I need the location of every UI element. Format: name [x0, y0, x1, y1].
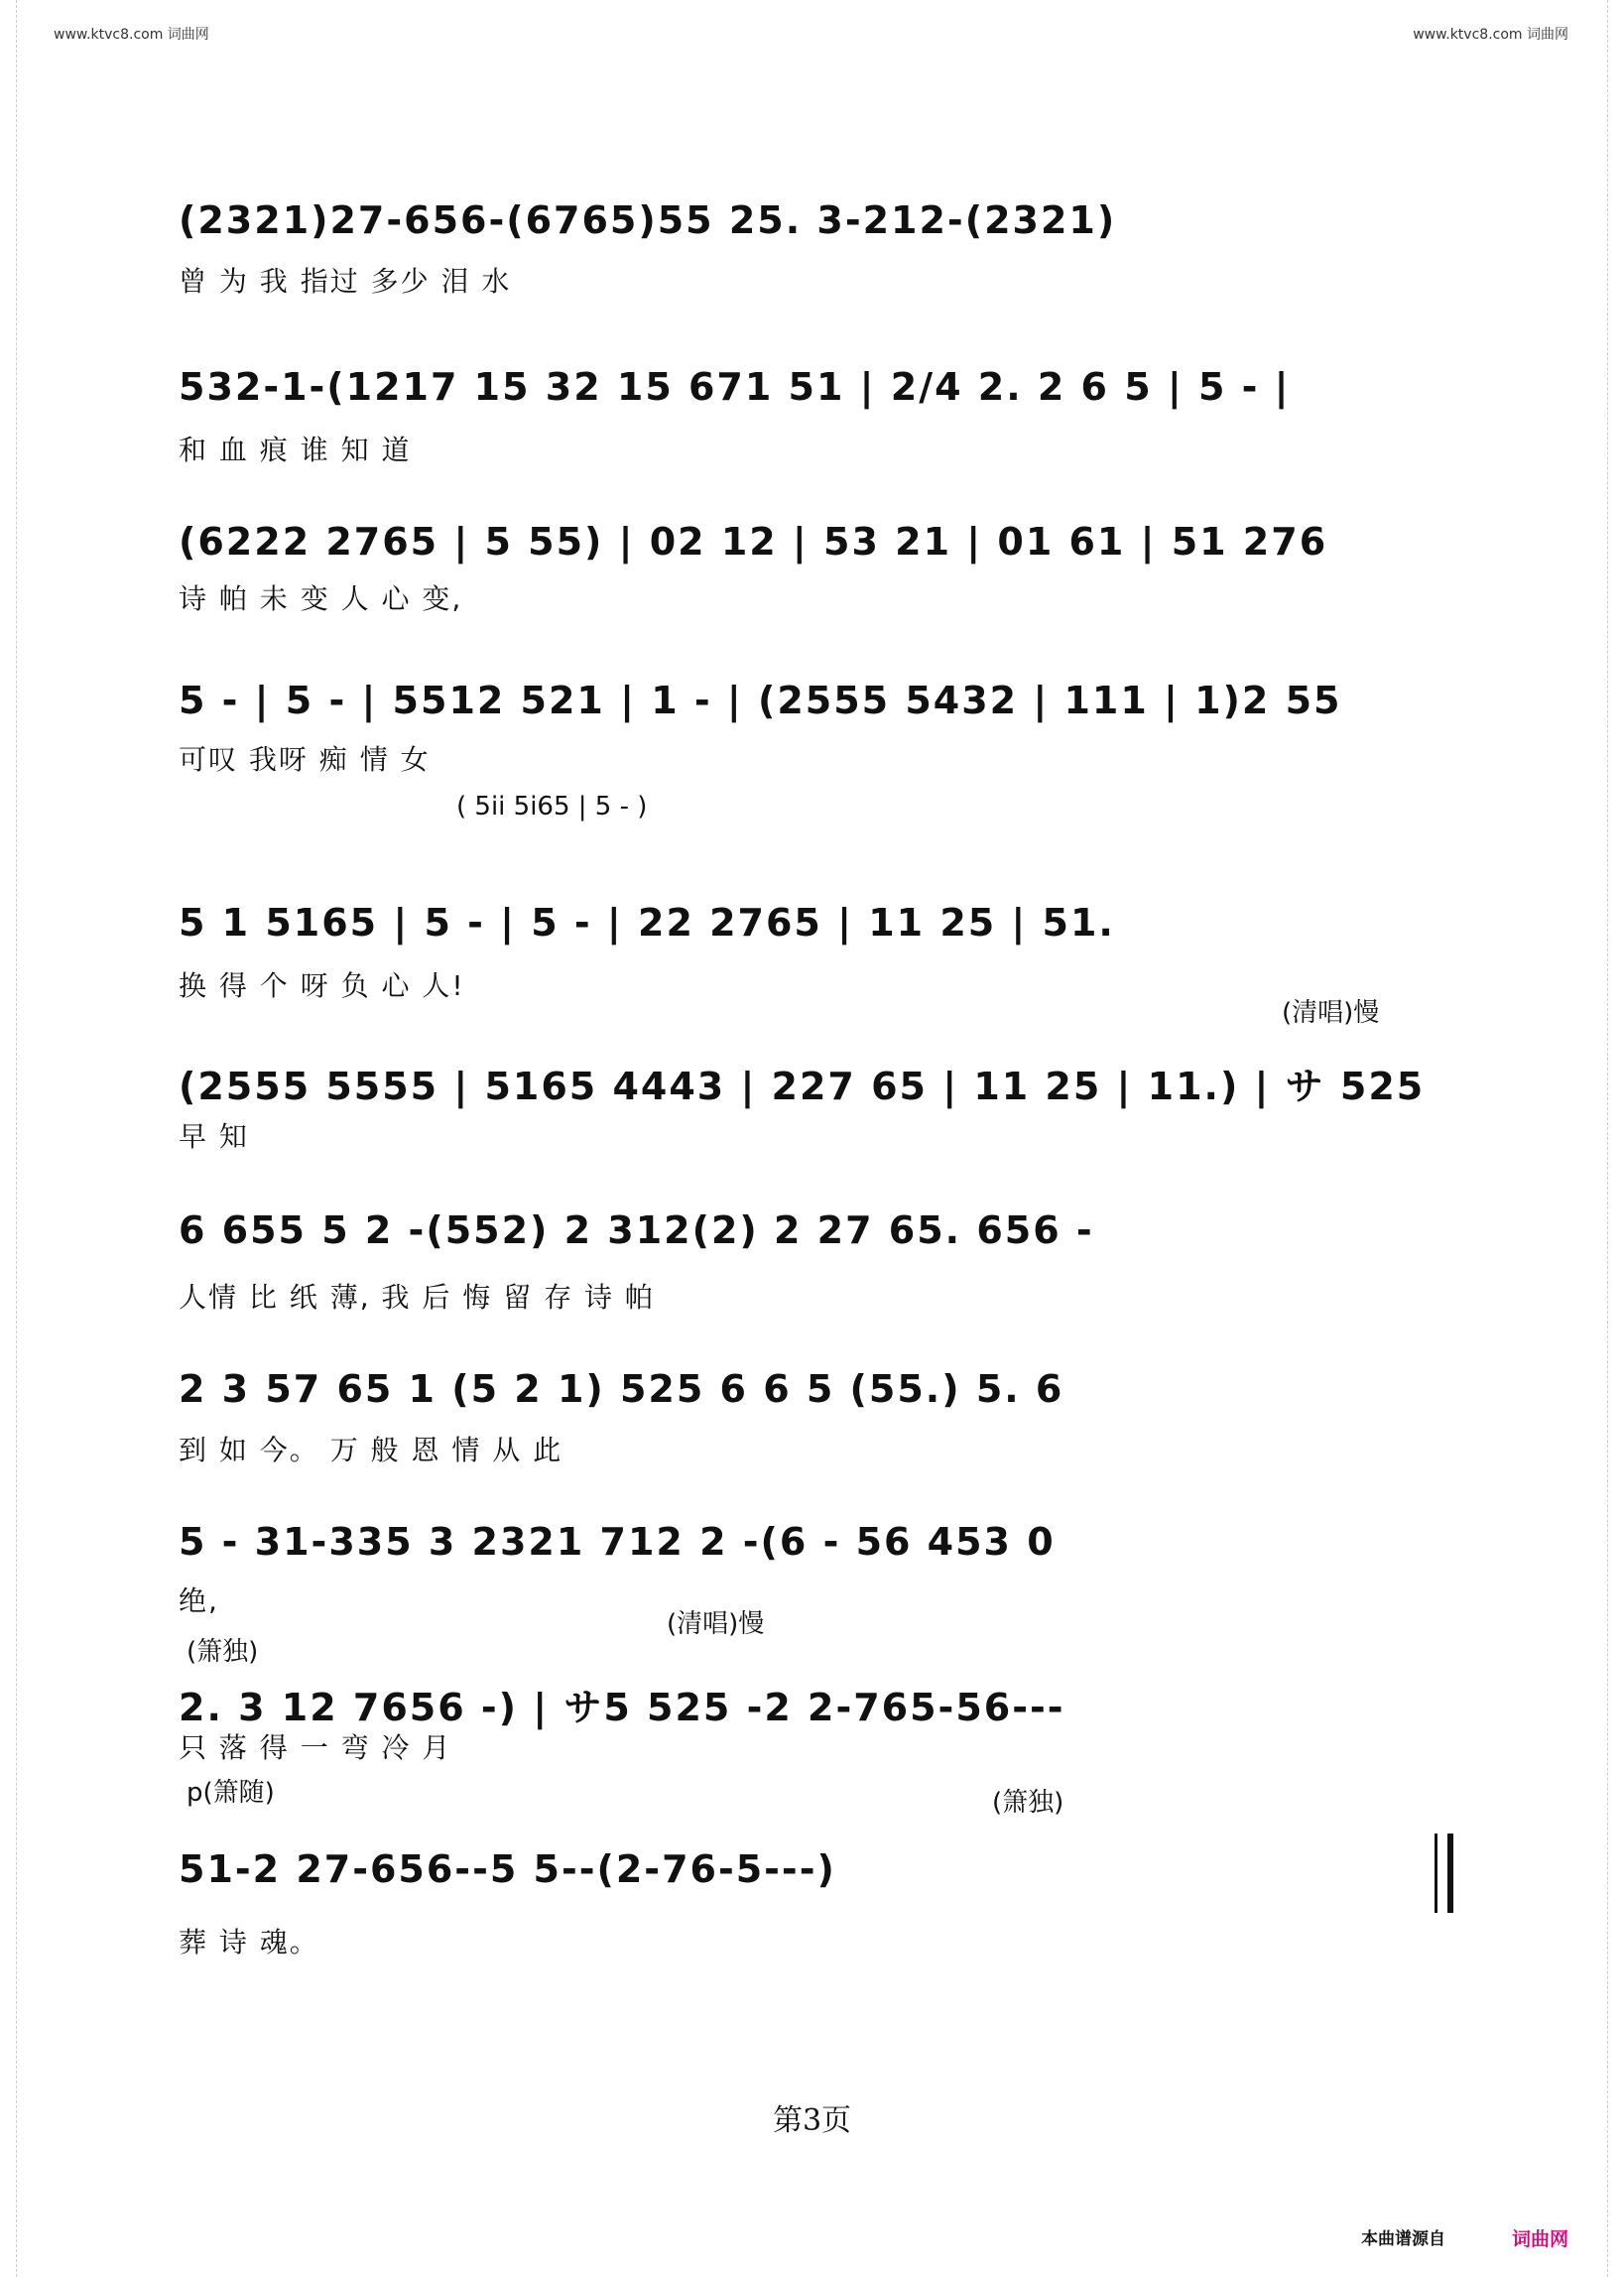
final-barline — [1435, 1834, 1453, 1913]
lyrics-line-9: 绝, — [179, 1584, 219, 1617]
annotation-xiaosui: p(箫随) — [187, 1778, 275, 1808]
score-line-8: 2 3 57 65 1 (5 2 1) 525 6 6 5 (55.) 5. 6 — [179, 1367, 1064, 1411]
annotation-qingchang-2: (清唱)慢 — [667, 1609, 765, 1639]
score-line-2: 532-1-(1217 15 32 15 671 51 | 2/4 2. 2 6 5 | 5 - | — [179, 365, 1291, 409]
lyrics-line-10: 只 落 得 一 弯 冷 月 — [179, 1731, 452, 1764]
score-line-11: 51-2 27-656--5 5--(2-76-5---) — [179, 1847, 836, 1891]
brand-logo[interactable]: 词曲网 — [1511, 2228, 1568, 2250]
score-line-7: 6 655 5 2 -(552) 2 312(2) 2 27 65. 656 - — [179, 1208, 1094, 1252]
score-line-10: 2. 3 12 7656 -) | サ5 525 -2 2-765-56--- — [179, 1686, 1065, 1729]
lyrics-line-3: 诗 帕 未 变 人 心 变, — [179, 582, 463, 615]
page-number: 第3页 — [772, 2103, 852, 2138]
right-margin-strip — [1607, 0, 1624, 2277]
header-left-url: www.ktvc8.com 词曲网 — [54, 27, 209, 43]
lyrics-line-5: 换 得 个 呀 负 心 人! — [179, 969, 465, 1002]
score-line-9: 5 - 31-335 3 2321 712 2 -(6 - 56 453 0 — [179, 1520, 1056, 1564]
left-margin-strip — [0, 0, 17, 2277]
lyrics-line-8: 到 如 今。 万 般 恩 情 从 此 — [179, 1434, 563, 1466]
lyrics-line-6: 早 知 — [179, 1120, 249, 1153]
header-right-url: www.ktvc8.com 词曲网 — [1413, 27, 1568, 43]
lyrics-line-7: 人情 比 纸 薄, 我 后 悔 留 存 诗 帕 — [179, 1281, 655, 1314]
score-line-6: (2555 5555 | 5165 4443 | 227 65 | 11 25 | 11.) | サ 525 — [179, 1065, 1426, 1108]
source-label: 本曲谱源自 — [1361, 2229, 1445, 2249]
annotation-intro: ( 5ii 5i65 | 5 - ) — [456, 792, 648, 822]
annotation-xiaodu-2: (箫独) — [992, 1788, 1064, 1818]
score-line-3: (6222 2765 | 5 55) | 02 12 | 53 21 | 01 61 | 51 276 — [179, 520, 1328, 564]
annotation-qingchang-1: (清唱)慢 — [1282, 998, 1380, 1028]
score-line-5: 5 1 5165 | 5 - | 5 - | 22 2765 | 11 25 | 51. — [179, 901, 1115, 945]
lyrics-line-4: 可叹 我呀 痴 情 女 — [179, 743, 431, 776]
score-line-1: (2321)27-656-(6765)55 25. 3-212-(2321) — [179, 198, 1117, 242]
lyrics-line-1: 曾 为 我 指过 多少 泪 水 — [179, 265, 512, 298]
annotation-xiaodu-1: (箫独) — [187, 1637, 259, 1667]
score-line-4: 5 - | 5 - | 5512 521 | 1 - | (2555 5432 | 111 | 1)2 55 — [179, 679, 1342, 722]
lyrics-line-2: 和 血 痕 谁 知 道 — [179, 434, 412, 466]
lyrics-line-11: 葬 诗 魂。 — [179, 1926, 319, 1959]
